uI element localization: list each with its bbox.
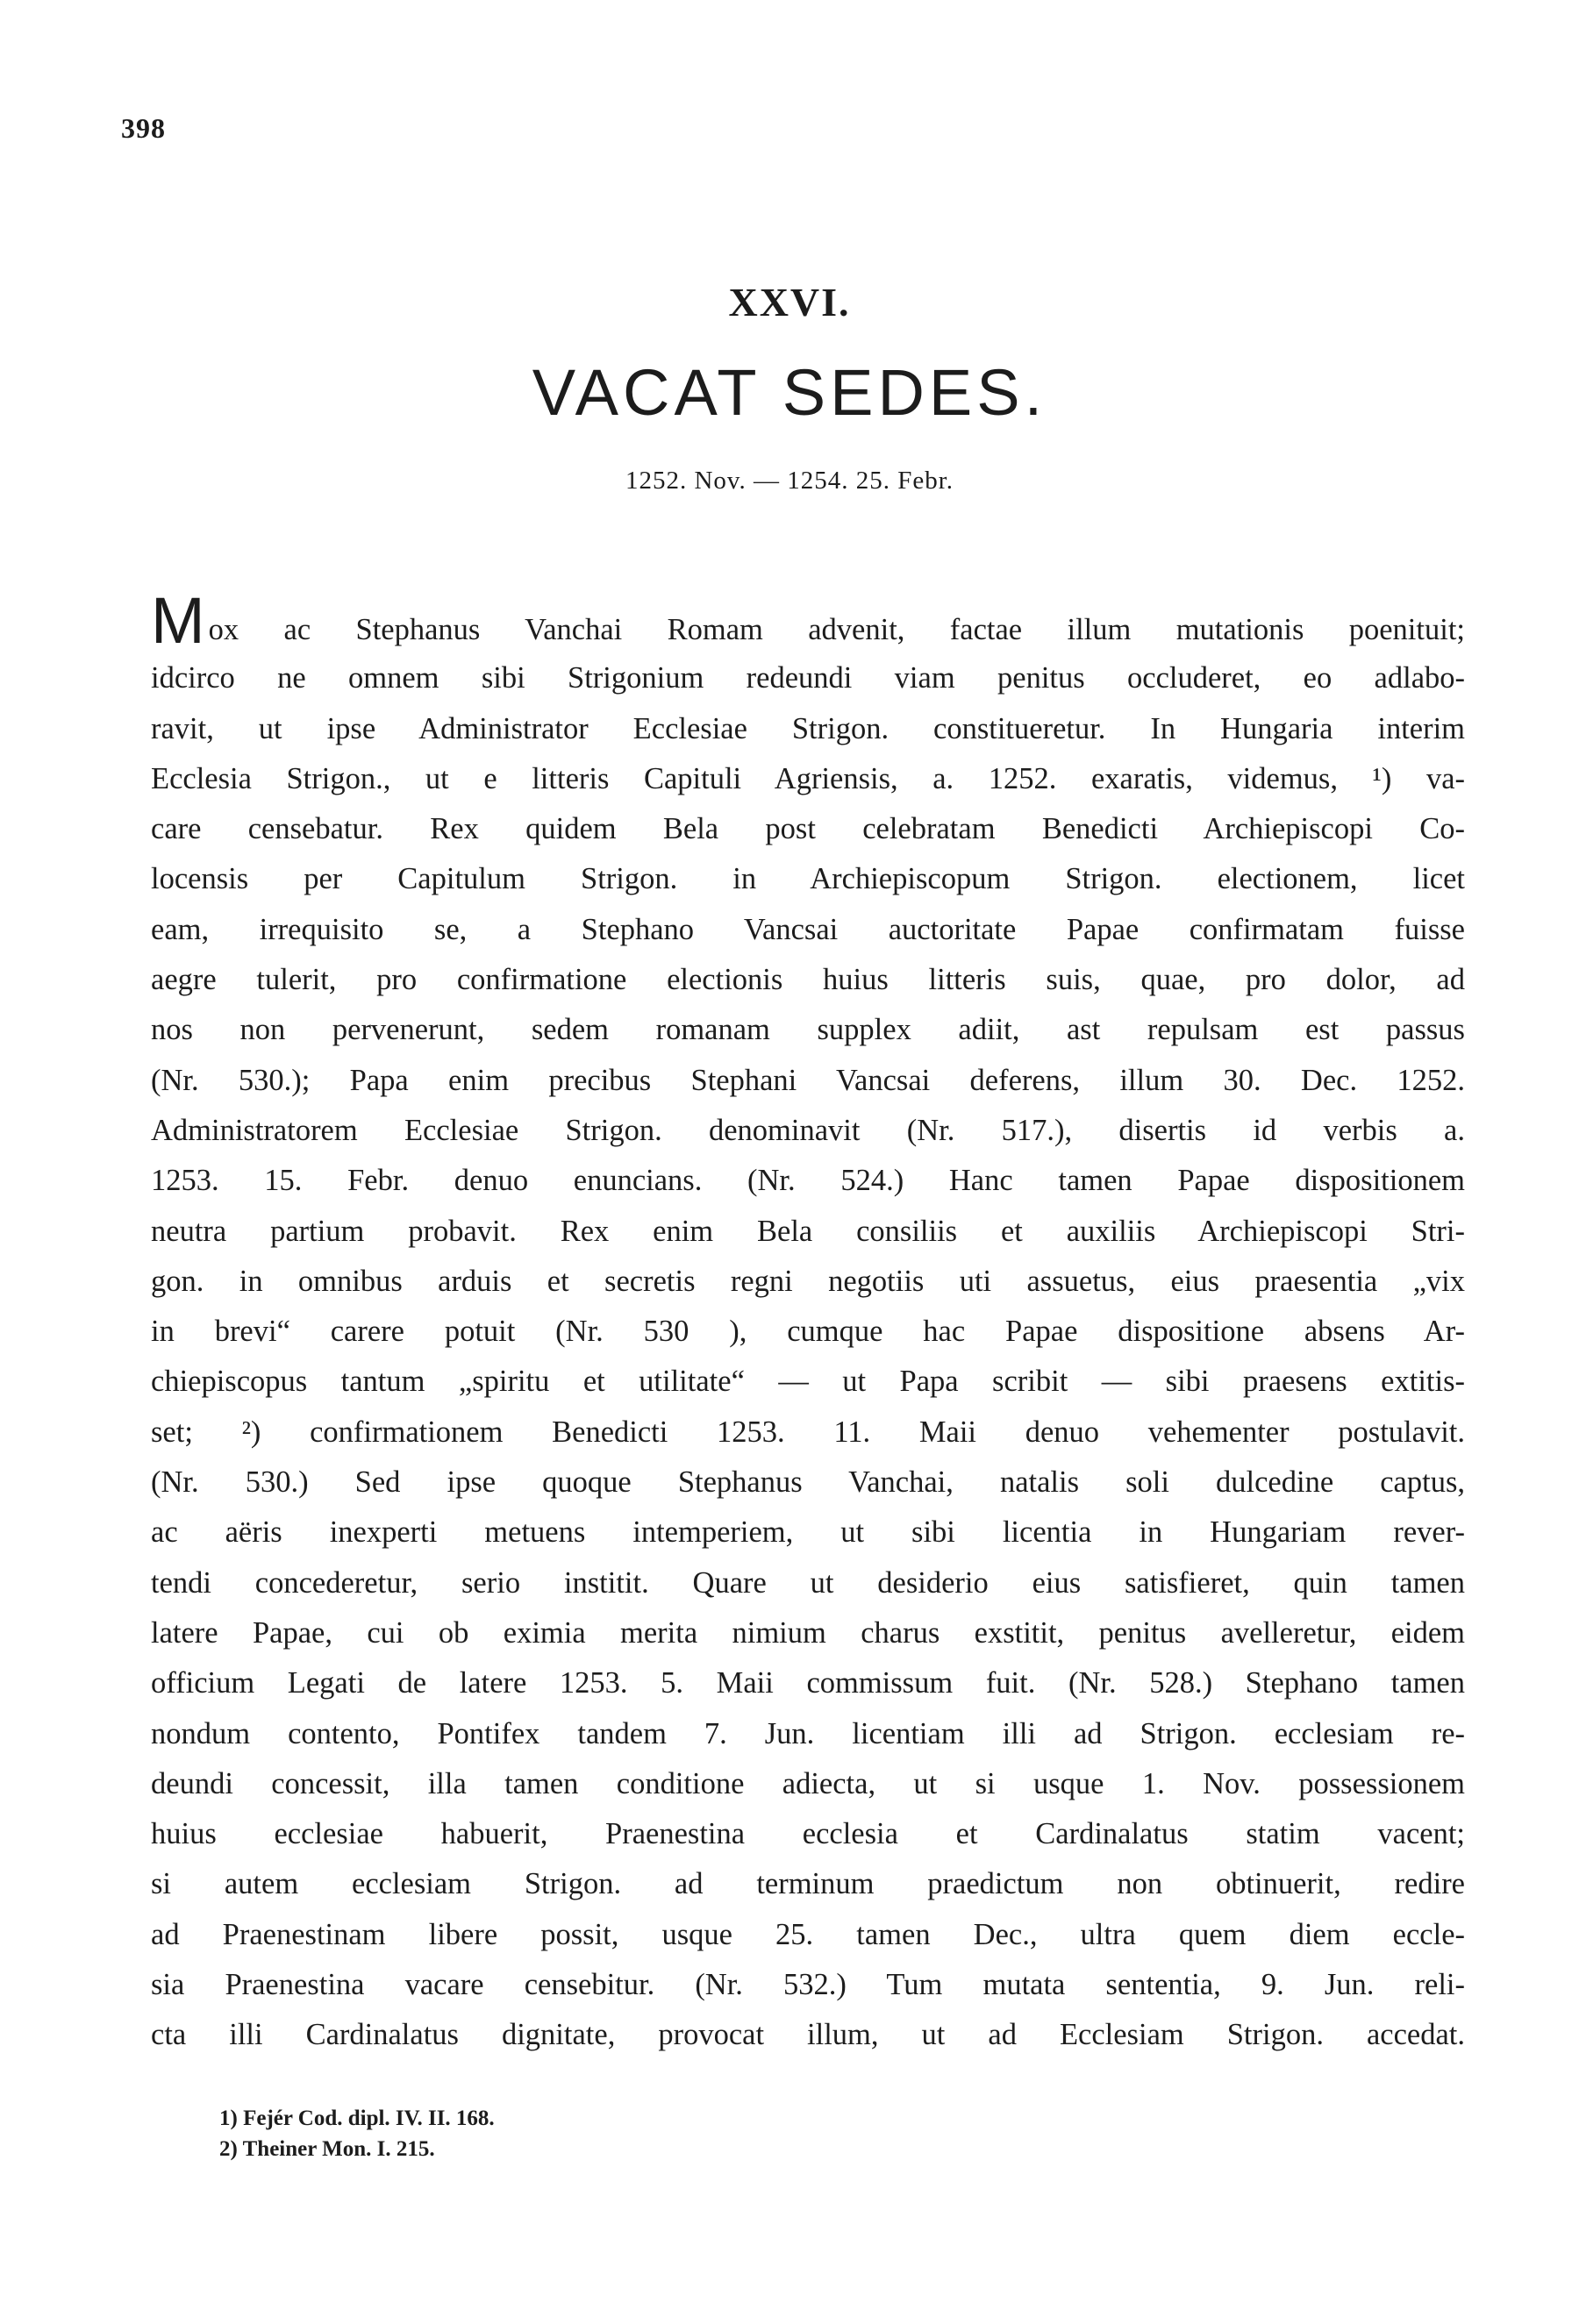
text-line: ravit, ut ipse Administrator Ecclesiae Strigon. constitueretur. In Hungaria interim	[151, 711, 1465, 745]
text-line: aegre tulerit, pro confirmatione electionis huius litteris suis, quae, pro dolor, ad	[151, 963, 1465, 997]
text-line: ac aëris inexperti metuens intemperiem, ut sibi licentia in Hungariam rever-	[151, 1515, 1465, 1550]
chapter-title: VACAT SEDES.	[532, 356, 1047, 429]
text-line: huius ecclesiae habuerit, Praenestina ecclesia et Cardinalatus statim vacent;	[151, 1817, 1465, 1851]
footnote: 2) Theiner Mon. I. 215.	[219, 2137, 435, 2161]
text-line: in brevi“ carere potuit (Nr. 530 ), cumque hac Papae dispositione absens Ar-	[151, 1315, 1465, 1349]
drop-initial: M	[151, 584, 205, 657]
text-line: Administratorem Ecclesiae Strigon. denominavit (Nr. 517.), disertis id verbis a.	[151, 1113, 1465, 1147]
text-line: cta illi Cardinalatus dignitate, provocat illum, ut ad Ecclesiam Strigon. accedat.	[151, 2018, 1465, 2052]
footnotes	[219, 2103, 495, 2164]
text-line: si autem ecclesiam Strigon. ad terminum praedictum non obtinuerit, redire	[151, 1867, 1465, 1901]
text-line: (Nr. 530.); Papa enim precibus Stephani Vancsai deferens, illum 30. Dec. 1252.	[151, 1063, 1465, 1097]
text-line: officium Legati de latere 1253. 5. Maii commissum fuit. (Nr. 528.) Stephano tamen	[151, 1666, 1465, 1700]
text-line: eam, irrequisito se, a Stephano Vancsai auctoritate Papae confirmatam fuisse	[151, 912, 1465, 946]
chapter-dates: 1252. Nov. — 1254. 25. Febr.	[625, 467, 954, 495]
text-line: (Nr. 530.) Sed ipse quoque Stephanus Vanchai, natalis soli dulcedine captus,	[151, 1465, 1465, 1500]
text-line: locensis per Capitulum Strigon. in Archiepiscopum Strigon. electionem, licet	[151, 862, 1465, 896]
text-line-content: ox ac Stephanus Vanchai Romam advenit, factae illum mutationis poenituit;	[208, 613, 1465, 646]
text-line: tendi concederetur, serio institit. Quare ut desiderio eius satisfieret, quin tamen	[151, 1565, 1465, 1600]
footnote: 1) Fejér Cod. dipl. IV. II. 168.	[219, 2107, 495, 2130]
text-line: deundi concessit, illa tamen conditione adiecta, ut si usque 1. Nov. possessionem	[151, 1766, 1465, 1800]
body-text	[151, 584, 1465, 2061]
text-line: nondum contento, Pontifex tandem 7. Jun. licentiam illi ad Strigon. ecclesiam re-	[151, 1716, 1465, 1750]
text-line: gon. in omnibus arduis et secretis regni negotiis uti assuetus, eius praesentia „vix	[151, 1264, 1465, 1298]
text-line: nos non pervenerunt, sedem romanam supplex adiit, ast repulsam est passus	[151, 1013, 1465, 1047]
text-line: neutra partium probavit. Rex enim Bela consiliis et auxiliis Archiepiscopi Stri-	[151, 1214, 1465, 1248]
text-line: 1253. 15. Febr. denuo enuncians. (Nr. 524.) Hanc tamen Papae dispositionem	[151, 1164, 1465, 1198]
text-line: sia Praenestina vacare censebitur. (Nr. 532.) Tum mutata sententia, 9. Jun. reli-	[151, 1968, 1465, 2002]
chapter-number: XXVI.	[728, 280, 851, 324]
text-line: Ecclesia Strigon., ut e litteris Capituli Agriensis, a. 1252. exaratis, videmus, ¹) va-	[151, 761, 1465, 795]
page-number: 398	[121, 112, 166, 144]
text-line: care censebatur. Rex quidem Bela post celebratam Benedicti Archiepiscopi Co-	[151, 812, 1465, 846]
text-line: latere Papae, cui ob eximia merita nimium charus exstitit, penitus avelleretur, eidem	[151, 1615, 1465, 1650]
text-line: set; ²) confirmationem Benedicti 1253. 11. Maii denuo vehementer postulavit.	[151, 1415, 1465, 1449]
text-line: idcirco ne omnem sibi Strigonium redeundi viam penitus occluderet, eo adlabo-	[151, 661, 1465, 695]
text-line: ad Praenestinam libere possit, usque 25. tamen Dec., ultra quem diem eccle-	[151, 1917, 1465, 1951]
text-line: chiepiscopus tantum „spiritu et utilitate“ — ut Papa scribit — sibi praesens extitis-	[151, 1365, 1465, 1399]
text-line	[151, 584, 1465, 657]
